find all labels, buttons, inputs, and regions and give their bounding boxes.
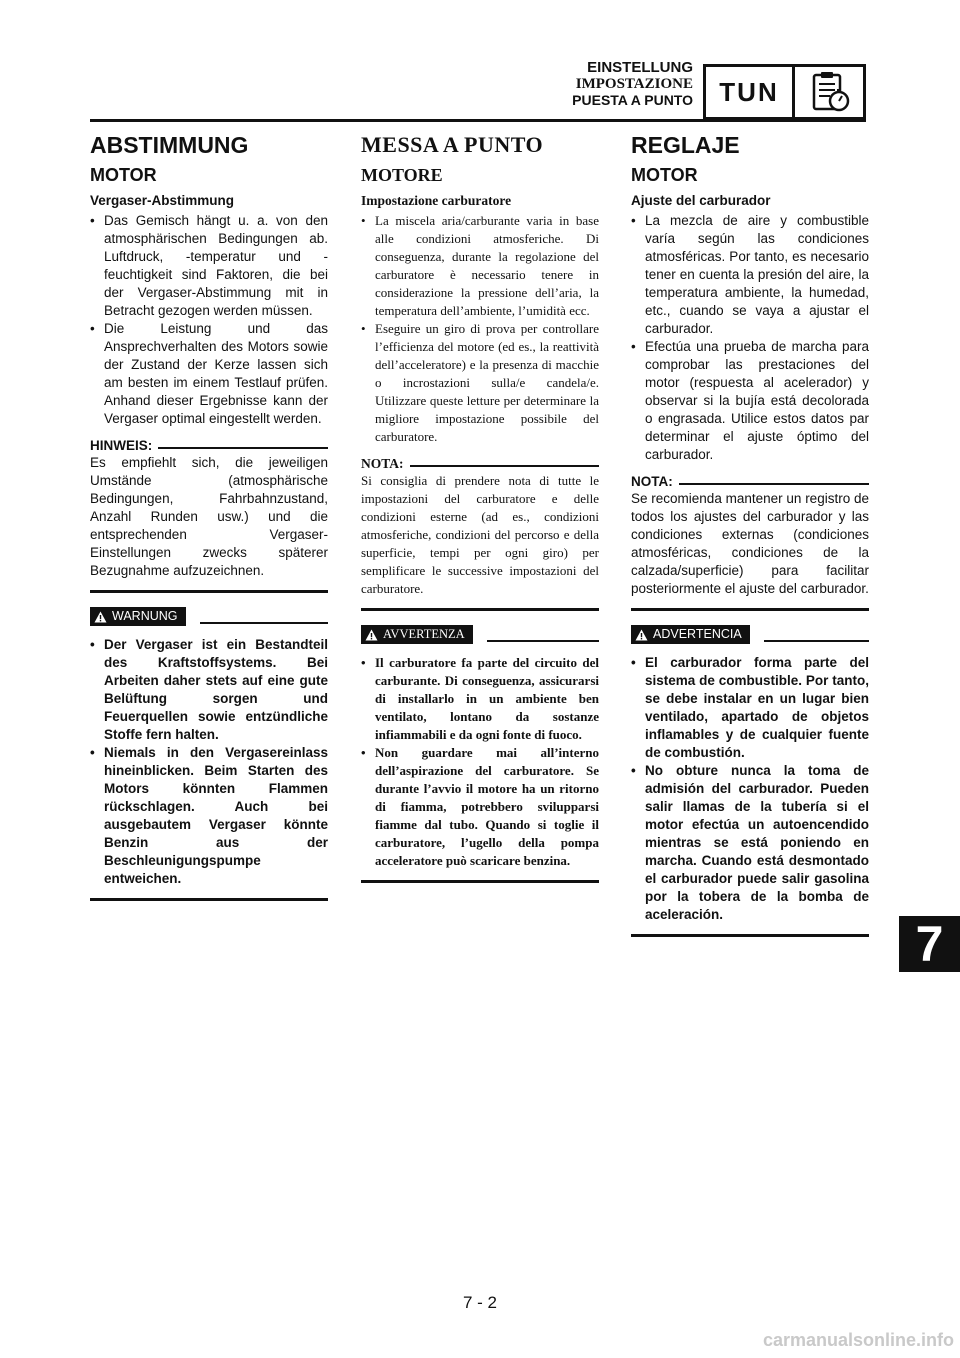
note-text: Es empfiehlt sich, die jeweiligen Umstände (atmosphärische Bedingungen, Fahrbahnzustand, Anzahl Runden usw.) und die entsprechenden Vergaser-Einstellungen zwecks späterer Bezugnahme aufzuzeichnen. <box>90 455 328 578</box>
warning-triangle-icon <box>94 611 107 623</box>
header-rule <box>90 119 866 122</box>
column-spanish <box>631 130 869 937</box>
warning-header <box>361 625 599 644</box>
warning-label: AVVERTENZA <box>383 627 465 641</box>
header-titles <box>572 60 693 108</box>
divider <box>90 590 328 593</box>
list-item: • Il carburatore fa parte del circuito del carburante. Di conseguenza, assicurarsi di installarlo in un ambiente ben ventilato, lontano da sostanze infiammabili e da ogni fonte di fuoco. <box>361 654 599 744</box>
warning-triangle-icon <box>365 629 378 641</box>
divider <box>361 880 599 883</box>
note-label: NOTA: <box>631 474 673 489</box>
note-text: Se recomienda mantener un registro de todos los ajustes del carburador y las condiciones externas (condiciones atmosféricas, condiciones de la calzada/superficie) para facilitar posteriormente el ajuste del carburador. <box>631 491 869 596</box>
list-item: • La miscela aria/carburante varia in base alle condizioni atmosferiche. Di conseguenza, durante la regolazione del carburatore è necessario tenere in considerazione la pressione dell’aria, la temperatura dell’ambiente, l’umidità ecc. <box>361 212 599 320</box>
page-number: 7 - 2 <box>462 1293 498 1312</box>
warning-badge <box>361 625 473 644</box>
header-title-es: PUESTA A PUNTO <box>572 92 693 108</box>
list-item: • Die Leistung und das Ansprechverhalten des Motors sowie der Zustand der Kerze lassen sich am besten im einem Testlauf prüfen. Anhand dieser Ergebnisse kann der Vergaser optimal eingestellt werden. <box>90 320 328 428</box>
bullet-list <box>90 212 328 428</box>
watermark: carmanualsonline.info <box>762 1330 954 1350</box>
divider <box>631 934 869 937</box>
note-header <box>631 474 869 490</box>
list-item: • Das Gemisch hängt u. a. von den atmosphärischen Bedingungen ab. Luftdruck, -temperatur und -feuchtigkeit sind Faktoren, die bei der Vergaser-Abstimmung mit in Betracht gezogen werden müssen. <box>90 212 328 320</box>
subheading: MOTORE <box>361 165 443 185</box>
section-code: TUN <box>706 67 795 117</box>
bullet-list <box>631 212 869 464</box>
note-label: HINWEIS: <box>90 438 153 453</box>
subheading: MOTOR <box>90 165 157 185</box>
divider <box>679 483 869 485</box>
note-text: Si consiglia di prendere nota di tutte le impostazioni del carburatore e delle condizioni esterne (ad es., condizioni atmosferiche, condizioni del percorso e della superficie, tempi per ogni giro) per semplificare le successive impostazioni del carburatore. <box>361 473 599 596</box>
clipboard-stopwatch-icon <box>795 67 863 117</box>
bullet-list <box>361 212 599 446</box>
warning-badge <box>90 607 186 626</box>
divider <box>764 640 869 642</box>
section-title: Impostazione carburatore <box>361 193 512 208</box>
list-item: • No obture nunca la toma de admisión del carburador. Pueden salir llamas de la tubería si el motor efectúa un autoencendido mientras se está poniendo en marcha. Cuando está desmontado el carburador puede salir gasolina por la tobera de la bomba de aceleración. <box>631 762 869 924</box>
chapter-tab: 7 <box>899 916 960 972</box>
heading: MESSA A PUNTO <box>361 132 544 157</box>
list-item: • Der Vergaser ist ein Bestandteil des Kraftstoffsystems. Bei Arbeiten daher stets auf eine gute Belüftung sorgen und Feuerquellen sowie entzündliche Stoffe fern halten. <box>90 636 328 744</box>
divider <box>410 465 600 467</box>
section-title: Vergaser-Abstimmung <box>90 193 235 208</box>
list-item: • La mezcla de aire y combustible varía según las condiciones atmosféricas. Por tanto, es necesario tener en cuenta la presión del aire, la temperatura ambiente, la humedad, etc., cuando se vaya a ajustar el carburador. <box>631 212 869 338</box>
warning-header <box>631 625 869 644</box>
header-title-it: IMPOSTAZIONE <box>575 76 693 92</box>
warning-list <box>90 636 328 888</box>
divider <box>361 608 599 611</box>
list-item: • Efectúa una prueba de marcha para comprobar las prestaciones del motor (respuesta al acelerador) y observar si la bujía está decolorada o engrasada. Utilice estos datos par determinar el ajuste óptimo del carburador. <box>631 338 869 464</box>
note-header <box>90 438 328 454</box>
warning-header <box>90 607 328 626</box>
header-title-de: EINSTELLUNG <box>587 59 693 76</box>
divider <box>200 622 328 624</box>
section-title: Ajuste del carburador <box>631 193 771 208</box>
divider <box>90 898 328 901</box>
warning-badge <box>631 625 750 644</box>
warning-label: WARNUNG <box>112 609 178 623</box>
list-item: • Non guardare mai all’interno dell’aspirazione del carburatore. Se durante l’avvio il motore ha un ritorno di fiamma, potrebbero svilupparsi fiamme dal tubo. Quando si toglie il carburatore, l’ugello della pompa acceleratore può scaricare benzina. <box>361 744 599 870</box>
warning-triangle-icon <box>635 629 648 641</box>
list-item: • El carburador forma parte del sistema de combustible. Por tanto, se debe instalar en un lugar bien ventilado, apartado de objetos inflamables y de cualquier fuente de combustión. <box>631 654 869 762</box>
warning-list <box>631 654 869 924</box>
warning-label: ADVERTENCIA <box>653 627 742 641</box>
warning-list <box>361 654 599 870</box>
list-item: • Eseguire un giro di prova per controllare l’efficienza del motore (ed es., la reattività dell’acceleratore) e la presenza di macchie o incrostazioni sulla/e candela/e. Utilizzare queste letture per determinare la migliore impostazione possibile del carburatore. <box>361 320 599 446</box>
list-item: • Niemals in den Vergasereinlass hineinblicken. Beim Starten des Motors könnten Flammen rückschlagen. Auch bei ausgebautem Vergaser könnte Benzin aus der Beschleunigungspumpe entweichen. <box>90 744 328 888</box>
divider <box>487 640 599 642</box>
note-header <box>361 456 599 472</box>
divider <box>631 608 869 611</box>
subheading: MOTOR <box>631 165 698 185</box>
column-german <box>90 130 328 901</box>
divider <box>158 447 328 449</box>
heading: ABSTIMMUNG <box>90 132 249 158</box>
heading: REGLAJE <box>631 132 740 158</box>
note-label: NOTA: <box>361 456 404 471</box>
section-badge <box>703 64 866 120</box>
column-italian <box>361 130 599 883</box>
